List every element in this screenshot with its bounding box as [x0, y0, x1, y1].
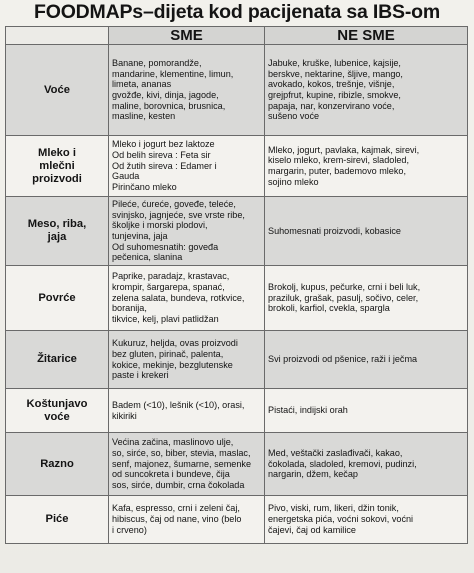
forbidden-cell-line: čokolada, sladoled, kremovi, pudinzi,	[268, 458, 417, 469]
allowed-cell-line: pečenica, slanina	[112, 252, 183, 263]
allowed-cell	[109, 45, 265, 136]
forbidden-cell-line: čajevi, čaj od kamilice	[268, 524, 356, 535]
category-cell-line: Koštunjavo	[26, 397, 88, 410]
allowed-cell-line: mandarine, klementine, limun,	[112, 68, 234, 79]
category-cell-line: Piće	[45, 513, 69, 525]
forbidden-cell	[265, 197, 468, 266]
allowed-cell-line: so, sirće, so, biber, stevia, maslac,	[112, 447, 251, 458]
category-cell-line: jaja	[47, 231, 67, 243]
table-row	[6, 197, 468, 266]
document-title: FOODMAPs–dijeta kod pacijenata sa IBS-om	[34, 1, 440, 23]
forbidden-cell-line: kiselo mleko, krem-sirevi, sladoled,	[268, 155, 409, 166]
category-cell	[6, 433, 109, 496]
forbidden-cell-line: brokoli, karfiol, cvekla, spargla	[268, 303, 390, 314]
category-cell-line: Voće	[44, 83, 70, 96]
forbidden-cell-line: Brokolj, kupus, pečurke, crni i beli luk,	[268, 281, 421, 292]
allowed-cell-line: Paprike, paradajz, krastavac,	[112, 271, 230, 282]
allowed-cell-line: senf, majonez, šumarne, semenke	[112, 458, 251, 469]
category-cell-line: Razno	[40, 457, 74, 470]
allowed-cell-line: paste i krekeri	[112, 370, 169, 381]
allowed-cell-line: Od suhomesnatih: goveđa	[112, 241, 219, 252]
forbidden-cell-line: Suhomesnati proizvodi, kobasice	[268, 225, 401, 236]
allowed-cell-line: maline, borovnica, brusnica,	[112, 100, 226, 111]
category-cell	[6, 266, 109, 331]
allowed-cell-line: masline, kesten	[112, 111, 176, 122]
allowed-cell	[109, 136, 265, 197]
forbidden-cell-line: Jabuke, kruške, lubenice, kajsije,	[268, 57, 401, 68]
category-cell	[6, 496, 109, 544]
forbidden-cell-line: margarin, puter, bademovo mleko,	[268, 166, 406, 176]
allowed-cell-line: od suncokreta i bundeve, čija	[112, 469, 230, 480]
table-row	[6, 331, 468, 389]
allowed-cell-line: limeta, ananas	[112, 79, 172, 90]
forbidden-cell-line: avokado, kokos, trešnje, višnje,	[268, 79, 395, 90]
allowed-cell-line: Pileće, ćureće, goveđe, teleće,	[112, 198, 236, 209]
forbidden-cell	[265, 331, 468, 389]
allowed-cell-line: boranija,	[112, 303, 147, 314]
allowed-cell	[109, 389, 265, 433]
forbidden-cell	[265, 496, 468, 544]
forbidden-cell	[265, 266, 468, 331]
category-cell-line: mlečni	[39, 159, 75, 172]
allowed-cell-line: gvožđe, kivi, dinja, jagode,	[112, 90, 219, 100]
forbidden-cell-line: Pistaći, indijski orah	[268, 405, 348, 416]
table-row	[6, 136, 468, 197]
allowed-cell-line: Od belih sireva : Feta sir	[112, 149, 211, 160]
table-row	[6, 433, 468, 496]
forbidden-cell	[265, 389, 468, 433]
category-cell-line: Mleko i	[38, 146, 76, 159]
allowed-cell-line: zelena salata, bundeva, rotkvice,	[112, 292, 245, 303]
forbidden-cell	[265, 45, 468, 136]
allowed-cell-line: Kafa, espresso, crni i zeleni čaj,	[112, 503, 240, 514]
allowed-cell-line: kikiriki	[112, 410, 137, 421]
food-table	[5, 26, 468, 544]
category-cell	[6, 45, 109, 136]
category-cell-line: Povrće	[38, 291, 76, 304]
allowed-cell	[109, 266, 265, 331]
forbidden-cell-line: grejpfrut, kupine, ribizle, smokve,	[268, 90, 401, 100]
allowed-cell-line: Od žutih sireva : Edamer i	[112, 160, 217, 171]
category-cell	[6, 136, 109, 197]
forbidden-cell-line: berskve, nektarine, šljive, mango,	[268, 68, 403, 79]
table-row	[6, 389, 468, 433]
category-cell-line: voće	[44, 410, 70, 423]
forbidden-cell-line: Med, veštački zaslađivači, kakao,	[268, 447, 403, 458]
allowed-cell-line: hibiscus, čaj od nane, vino (belo	[112, 514, 242, 525]
header-category	[6, 27, 109, 45]
allowed-cell-line: sos, sirće, dumbir, crna čokolada	[112, 480, 245, 491]
allowed-cell-line: Kukuruz, heljda, ovas proizvodi	[112, 338, 238, 349]
category-cell-line: Meso, riba,	[27, 218, 87, 230]
header-allowed: SME	[109, 27, 265, 45]
allowed-cell	[109, 197, 265, 266]
allowed-cell	[109, 496, 265, 544]
table-row	[6, 496, 468, 544]
allowed-cell-line: Većina začina, maslinovo ulje,	[112, 437, 234, 448]
allowed-cell-line: Mleko i jogurt bez laktoze	[112, 139, 215, 150]
allowed-cell	[109, 433, 265, 496]
category-cell	[6, 197, 109, 266]
forbidden-cell-line: praziluk, grašak, pasulj, sočivo, celer,	[268, 292, 419, 303]
allowed-cell-line: bez gluten, pirinač, palenta,	[112, 348, 224, 359]
allowed-cell-line: Gauda	[112, 171, 140, 182]
forbidden-cell-line: Mleko, jogurt, pavlaka, kajmak, sirevi,	[268, 144, 420, 155]
table-row	[6, 45, 468, 136]
allowed-cell-line: i crveno)	[112, 524, 147, 535]
category-cell	[6, 389, 109, 433]
allowed-cell-line: kokice, mekinje, bezglutenske	[112, 359, 233, 370]
forbidden-cell	[265, 136, 468, 197]
allowed-cell-line: tikvice, kelj, plavi patlidžan	[112, 314, 219, 325]
forbidden-cell-line: sojino mleko	[268, 176, 319, 187]
allowed-cell-line: Banane, pomorandže,	[112, 57, 202, 68]
allowed-cell-line: svinjsko, jagnjeće, sve vrste ribe,	[112, 209, 245, 220]
allowed-cell	[109, 331, 265, 389]
category-cell-line: Žitarice	[37, 353, 77, 365]
forbidden-cell-line: papaja, nar, konzervirano voće,	[268, 100, 395, 111]
category-cell	[6, 331, 109, 389]
allowed-cell-line: krompir, šargarepa, spanać,	[112, 281, 225, 292]
allowed-cell-line: Badem (<10), lešnik (<10), orasi,	[112, 399, 245, 410]
forbidden-cell-line: Pivo, viski, rum, likeri, džin tonik,	[268, 503, 399, 514]
allowed-cell-line: školjke i morski plodovi,	[112, 220, 208, 231]
table-row	[6, 266, 468, 331]
allowed-cell-line: tunjevina, jaja	[112, 231, 168, 241]
forbidden-cell-line: sušeno voće	[268, 111, 320, 122]
forbidden-cell	[265, 433, 468, 496]
header-forbidden: NE SME	[265, 27, 468, 45]
allowed-cell-line: Pirinčano mleko	[112, 182, 177, 193]
category-cell-line: proizvodi	[32, 172, 82, 185]
forbidden-cell-line: nargarin, džem, kečap	[268, 469, 358, 480]
forbidden-cell-line: energetska pića, voćni sokovi, voćni	[268, 514, 414, 525]
table-body	[6, 45, 468, 544]
forbidden-cell-line: Svi proizvodi od pšenice, raži i ječma	[268, 354, 418, 365]
